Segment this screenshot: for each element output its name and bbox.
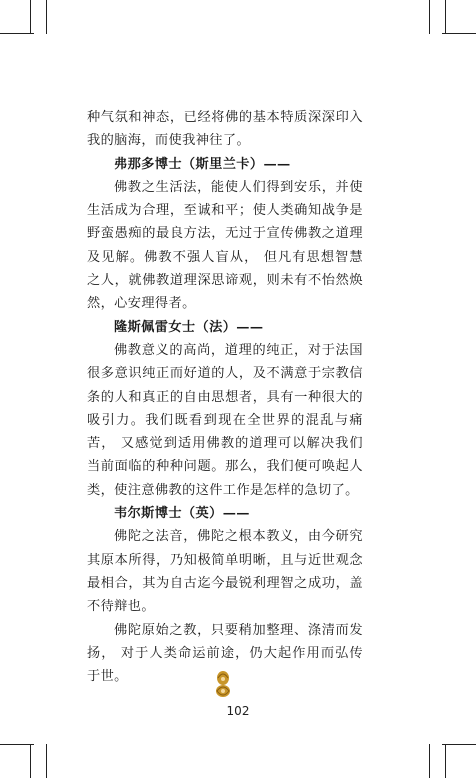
speaker-heading-fernando: 弗那多博士（斯里兰卡）—— <box>114 156 291 172</box>
crop-mark <box>30 744 31 778</box>
speaker-heading-wells: 韦尔斯博士（英）—— <box>114 506 250 522</box>
page-body <box>87 106 363 688</box>
lotus-ornament-icon <box>213 670 233 700</box>
crop-mark <box>445 0 446 34</box>
paragraph-wells: 佛陀之法音，佛陀之根本教义，由今研究其原本所得，乃知极简单明晰，且与近世观念最相合，其为自古迄今最锐利理智之成功，盖不待辩也。 <box>87 529 363 615</box>
crop-mark <box>0 33 34 34</box>
crop-mark <box>30 0 31 34</box>
speaker-heading-lounsbery: 隆斯佩雷女士（法）—— <box>114 319 264 335</box>
crop-mark <box>429 744 430 778</box>
paragraph-fernando: 佛教之生活法，能使人们得到安乐，并使生活成为合理，至诚和平；使人类确知战争是野蛮愚痴的最良方法，无过于宣传佛教之道理及见解。佛教不强人盲从， 但凡有思想智慧之人，就佛教道理深思谛观，则未有不怡然焕然，心安理得者。 <box>87 179 363 312</box>
crop-mark <box>46 0 47 34</box>
paragraph-lounsbery: 佛教意义的高尚，道理的纯正，对于法国很多意识纯正而好道的人，及不满意于宗教信条的人和真正的自由思想者，具有一种很大的吸引力。我们既看到现在全世界的混乱与痛苦， 又感觉到适用佛教的道理可以解决我们当前面临的种种问题。那么，我们便可唤起人类，使注意佛教的这件工作是怎样的急切了。 <box>87 342 363 498</box>
page-number: 102 <box>226 704 250 718</box>
paragraph-conclusion: 佛陀原始之教，只要稍加整理、涤清而发扬， 对于人类命运前途，仍大起作用而弘传于世。 <box>87 622 363 685</box>
crop-mark <box>442 33 476 34</box>
paragraph-continuation: 种气氛和神态，已经将佛的基本特质深深印入我的脑海，而使我神往了。 <box>87 110 363 149</box>
crop-mark <box>429 0 430 34</box>
crop-mark <box>442 744 476 745</box>
crop-mark <box>0 744 34 745</box>
crop-mark <box>445 744 446 778</box>
crop-mark <box>46 744 47 778</box>
